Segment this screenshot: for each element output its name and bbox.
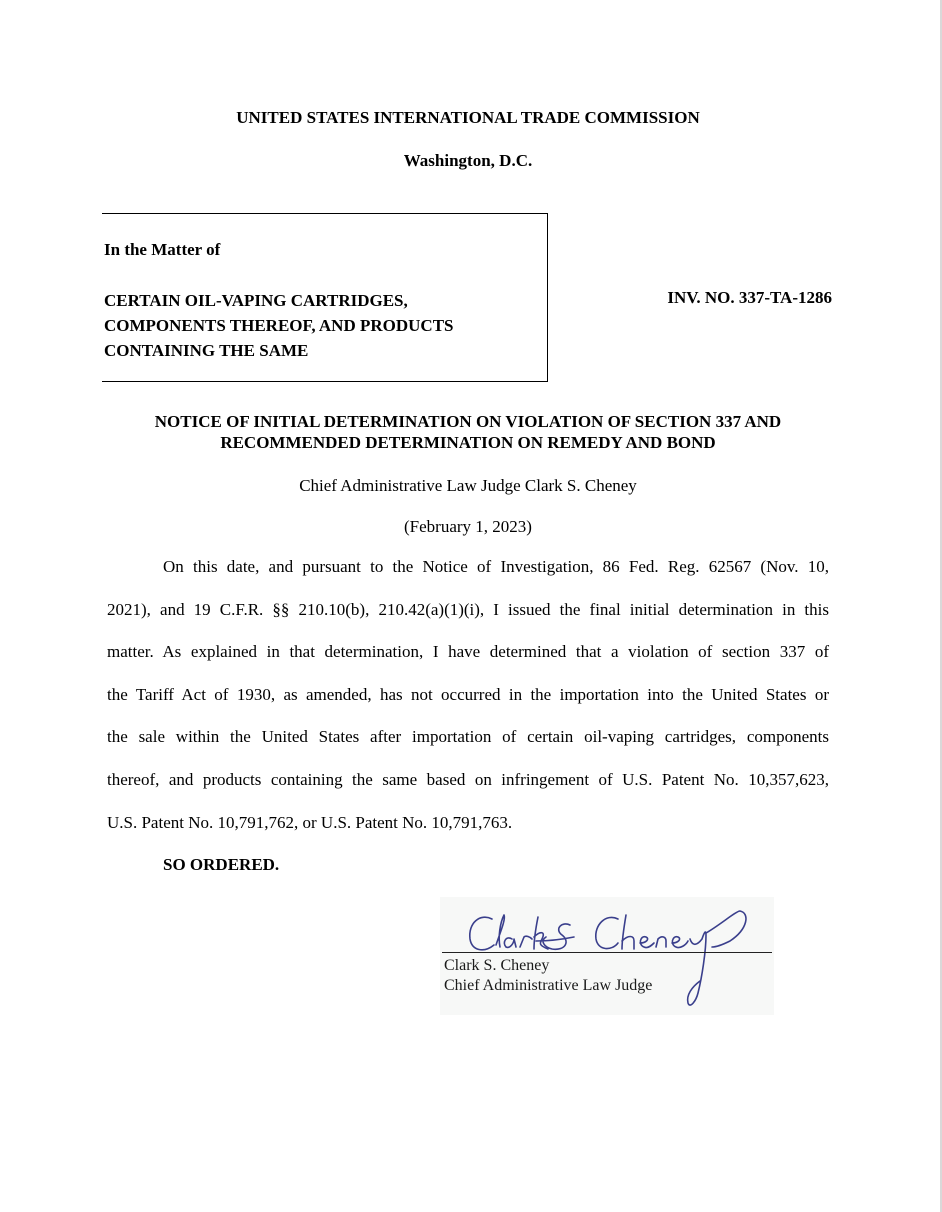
matter-title-line: COMPONENTS THEREOF, AND PRODUCTS: [104, 316, 454, 335]
judge-line: Chief Administrative Law Judge Clark S. Cheney: [299, 476, 637, 495]
signer-title: Chief Administrative Law Judge: [444, 977, 653, 994]
matter-title-line: CERTAIN OIL-VAPING CARTRIDGES,: [104, 291, 408, 310]
body-line: On this date, and pursuant to the Notice of Investigation, 86 Fed. Reg. 62567 (Nov. 10,: [163, 557, 829, 576]
investigation-number: INV. NO. 337-TA-1286: [667, 288, 832, 307]
body-paragraph: [107, 556, 829, 854]
location-heading: Washington, D.C.: [403, 151, 533, 170]
signer-name: Clark S. Cheney: [444, 957, 550, 974]
notice-title: [0, 411, 936, 453]
notice-title-line: NOTICE OF INITIAL DETERMINATION ON VIOLATION OF SECTION 337 AND: [154, 412, 782, 431]
body-line: thereof, and products containing the same based on infringement of U.S. Patent No. 10,357,623,: [107, 769, 829, 789]
date-line: (February 1, 2023): [404, 517, 532, 536]
handwritten-signature: [440, 897, 774, 1015]
signature-block: [440, 897, 774, 1015]
body-line: 2021), and 19 C.F.R. §§ 210.10(b), 210.42(a)(1)(i), I issued the final initial determination in this: [107, 599, 829, 619]
matter-title-line: CONTAINING THE SAME: [104, 341, 309, 360]
notice-title-line: RECOMMENDED DETERMINATION ON REMEDY AND BOND: [220, 433, 716, 452]
so-ordered: SO ORDERED.: [163, 855, 280, 874]
agency-heading: UNITED STATES INTERNATIONAL TRADE COMMISSION: [236, 108, 700, 127]
matter-label: In the Matter of: [104, 240, 221, 259]
body-line: matter. As explained in that determination, I have determined that a violation of section 337 of: [107, 642, 829, 662]
signature-line: [442, 952, 772, 953]
body-line: the Tariff Act of 1930, as amended, has not occurred in the importation into the United States or: [107, 684, 829, 704]
body-line: the sale within the United States after importation of certain oil-vaping cartridges, components: [107, 727, 829, 747]
body-line: U.S. Patent No. 10,791,762, or U.S. Patent No. 10,791,763.: [107, 812, 513, 832]
matter-title: [104, 288, 544, 363]
